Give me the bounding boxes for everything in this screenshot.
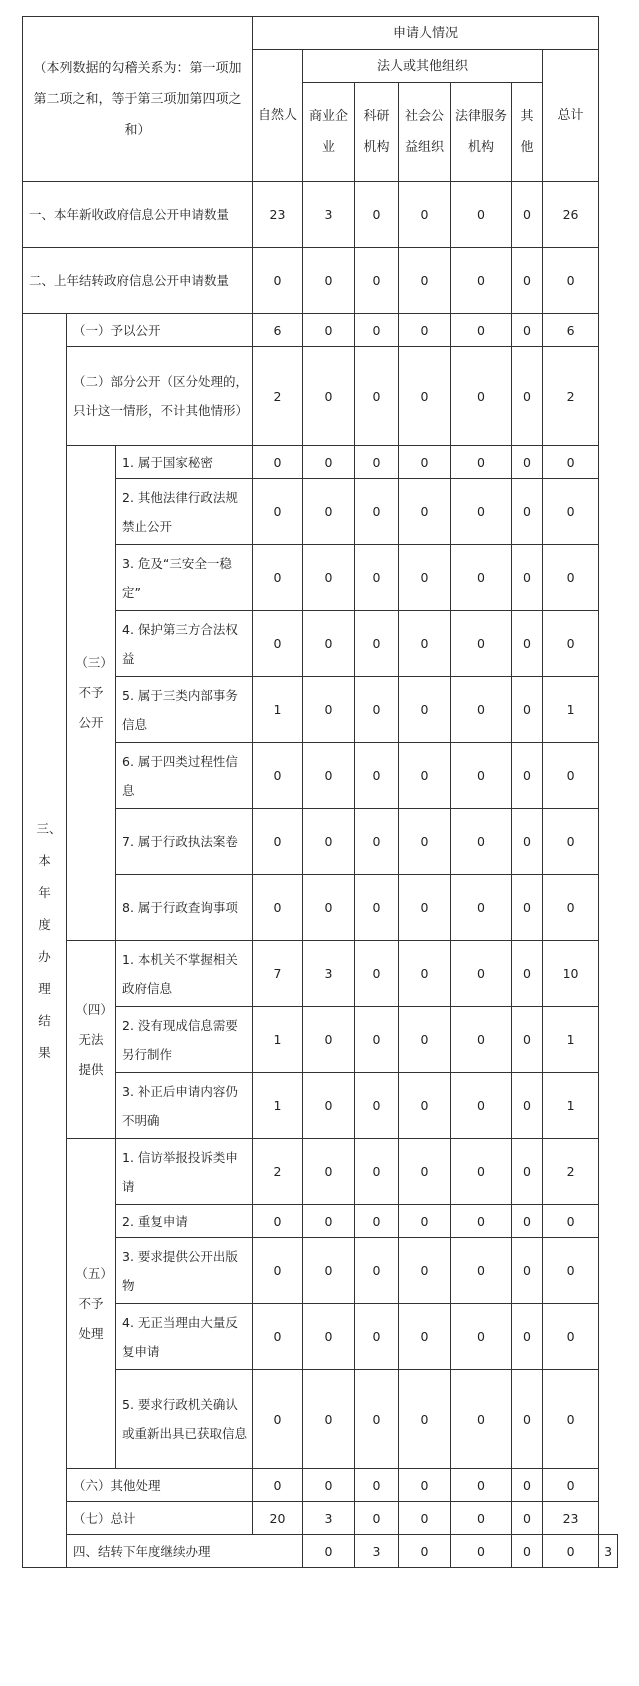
row-label: 1. 属于国家秘密	[116, 446, 253, 479]
value-cell: 0	[399, 347, 451, 446]
row-label: 6. 属于四类过程性信息	[116, 743, 253, 809]
value-cell: 0	[355, 941, 399, 1007]
row-label: 1. 本机关不掌握相关政府信息	[116, 941, 253, 1007]
value-cell: 0	[451, 1007, 512, 1073]
value-cell: 0	[451, 314, 512, 347]
value-cell: 0	[253, 743, 303, 809]
value-cell: 0	[399, 1073, 451, 1139]
value-cell: 0	[355, 677, 399, 743]
value-cell: 0	[303, 1535, 355, 1568]
header-row-1	[23, 17, 618, 50]
value-cell: 0	[355, 1139, 399, 1205]
value-cell: 0	[512, 1502, 543, 1535]
value-cell: 0	[399, 743, 451, 809]
research-header: 科研机构	[355, 83, 399, 182]
value-cell: 0	[355, 1469, 399, 1502]
table-row	[23, 182, 618, 248]
value-cell: 0	[451, 1535, 512, 1568]
legal-org-header: 法人或其他组织	[303, 50, 543, 83]
value-cell: 0	[399, 1502, 451, 1535]
value-cell: 0	[451, 1502, 512, 1535]
table-row	[23, 347, 618, 446]
value-cell: 0	[543, 1469, 599, 1502]
value-cell: 0	[355, 1238, 399, 1304]
value-cell: 0	[512, 941, 543, 1007]
value-cell: 0	[399, 1370, 451, 1469]
row-label: 5. 要求行政机关确认或重新出具已获取信息	[116, 1370, 253, 1469]
value-cell: 0	[303, 446, 355, 479]
value-cell: 3	[303, 1502, 355, 1535]
value-cell: 0	[253, 446, 303, 479]
value-cell: 0	[253, 611, 303, 677]
row-label: 7. 属于行政执法案卷	[116, 809, 253, 875]
value-cell: 0	[451, 941, 512, 1007]
value-cell: 0	[303, 1139, 355, 1205]
value-cell: 0	[355, 314, 399, 347]
value-cell: 0	[399, 446, 451, 479]
value-cell: 0	[303, 1370, 355, 1469]
value-cell: 0	[303, 347, 355, 446]
not-open-group-label: （三）不予公开	[67, 446, 116, 941]
value-cell: 0	[303, 743, 355, 809]
value-cell: 0	[451, 743, 512, 809]
value-cell: 10	[543, 941, 599, 1007]
value-cell: 23	[543, 1502, 599, 1535]
value-cell: 1	[543, 677, 599, 743]
value-cell: 6	[543, 314, 599, 347]
value-cell: 0	[451, 809, 512, 875]
value-cell: 0	[355, 479, 399, 545]
value-cell: 0	[543, 545, 599, 611]
value-cell: 0	[543, 1370, 599, 1469]
value-cell: 0	[543, 1238, 599, 1304]
table-row	[23, 446, 618, 479]
social-welfare-header: 社会公益组织	[399, 83, 451, 182]
value-cell: 0	[451, 1370, 512, 1469]
value-cell: 3	[303, 941, 355, 1007]
value-cell: 0	[399, 1304, 451, 1370]
value-cell: 0	[355, 1073, 399, 1139]
value-cell: 0	[512, 1007, 543, 1073]
value-cell: 0	[253, 1238, 303, 1304]
row-label: 二、上年结转政府信息公开申请数量	[23, 248, 253, 314]
value-cell: 26	[543, 182, 599, 248]
value-cell: 1	[543, 1073, 599, 1139]
value-cell: 0	[303, 545, 355, 611]
value-cell: 0	[303, 1304, 355, 1370]
value-cell: 2	[543, 1139, 599, 1205]
value-cell: 0	[399, 479, 451, 545]
value-cell: 0	[512, 1469, 543, 1502]
value-cell: 3	[599, 1535, 618, 1568]
row-label: 3. 补正后申请内容仍不明确	[116, 1073, 253, 1139]
value-cell: 0	[451, 545, 512, 611]
value-cell: 3	[303, 182, 355, 248]
value-cell: 0	[512, 314, 543, 347]
row-label: 四、结转下年度继续办理	[67, 1535, 303, 1568]
table-row	[23, 941, 618, 1007]
value-cell: 0	[512, 743, 543, 809]
value-cell: 0	[399, 809, 451, 875]
row-label: 1. 信访举报投诉类申请	[116, 1139, 253, 1205]
value-cell: 0	[451, 611, 512, 677]
value-cell: 0	[512, 1073, 543, 1139]
row-label: 5. 属于三类内部事务信息	[116, 677, 253, 743]
value-cell: 0	[303, 248, 355, 314]
value-cell: 0	[512, 182, 543, 248]
value-cell: 0	[399, 1469, 451, 1502]
value-cell: 0	[399, 677, 451, 743]
value-cell: 0	[451, 1469, 512, 1502]
applicant-info-header: 申请人情况	[253, 17, 599, 50]
row-label: 3. 危及“三安全一稳定”	[116, 545, 253, 611]
value-cell: 0	[399, 182, 451, 248]
row-label: （七）总计	[67, 1502, 253, 1535]
value-cell: 0	[253, 479, 303, 545]
value-cell: 0	[543, 611, 599, 677]
note-cell: （本列数据的勾稽关系为：第一项加第二项之和，等于第三项加第四项之和）	[23, 17, 253, 182]
value-cell: 0	[451, 875, 512, 941]
value-cell: 0	[303, 1073, 355, 1139]
value-cell: 0	[451, 1238, 512, 1304]
value-cell: 0	[512, 446, 543, 479]
value-cell: 0	[303, 875, 355, 941]
table-row	[23, 1469, 618, 1502]
unable-group-label: （四）无法提供	[67, 941, 116, 1139]
value-cell: 0	[451, 677, 512, 743]
value-cell: 0	[355, 248, 399, 314]
value-cell: 2	[253, 347, 303, 446]
value-cell: 7	[253, 941, 303, 1007]
row-label: 4. 无正当理由大量反复申请	[116, 1304, 253, 1370]
value-cell: 0	[399, 875, 451, 941]
value-cell: 0	[512, 1304, 543, 1370]
results-section-label: 三、本年度办理结果	[23, 314, 67, 1568]
not-processed-group-label: （五）不予处理	[67, 1139, 116, 1469]
value-cell: 0	[543, 875, 599, 941]
value-cell: 0	[253, 1469, 303, 1502]
value-cell: 0	[355, 545, 399, 611]
value-cell: 0	[512, 611, 543, 677]
value-cell: 0	[451, 248, 512, 314]
value-cell: 0	[253, 545, 303, 611]
value-cell: 0	[451, 446, 512, 479]
value-cell: 0	[399, 248, 451, 314]
value-cell: 0	[399, 1007, 451, 1073]
table-row	[23, 1535, 618, 1568]
value-cell: 0	[512, 248, 543, 314]
value-cell: 0	[355, 809, 399, 875]
value-cell: 0	[512, 809, 543, 875]
value-cell: 0	[543, 743, 599, 809]
value-cell: 0	[355, 1007, 399, 1073]
total-header: 总计	[543, 50, 599, 182]
table-row	[23, 1502, 618, 1535]
value-cell: 0	[451, 1205, 512, 1238]
value-cell: 1	[543, 1007, 599, 1073]
value-cell: 0	[355, 446, 399, 479]
table-row	[23, 1139, 618, 1205]
legal-service-header: 法律服务机构	[451, 83, 512, 182]
value-cell: 0	[253, 248, 303, 314]
value-cell: 0	[303, 1007, 355, 1073]
value-cell: 0	[512, 875, 543, 941]
value-cell: 0	[451, 1139, 512, 1205]
value-cell: 1	[253, 1007, 303, 1073]
row-label: 2. 重复申请	[116, 1205, 253, 1238]
value-cell: 0	[543, 446, 599, 479]
value-cell: 3	[355, 1535, 399, 1568]
value-cell: 0	[355, 347, 399, 446]
value-cell: 0	[303, 314, 355, 347]
value-cell: 0	[543, 1205, 599, 1238]
row-label: 2. 没有现成信息需要另行制作	[116, 1007, 253, 1073]
row-label: 3. 要求提供公开出版物	[116, 1238, 253, 1304]
value-cell: 0	[399, 611, 451, 677]
value-cell: 0	[451, 1304, 512, 1370]
value-cell: 0	[253, 809, 303, 875]
row-label: 一、本年新收政府信息公开申请数量	[23, 182, 253, 248]
value-cell: 23	[253, 182, 303, 248]
value-cell: 2	[253, 1139, 303, 1205]
value-cell: 0	[512, 1535, 543, 1568]
value-cell: 0	[512, 545, 543, 611]
value-cell: 0	[355, 1304, 399, 1370]
row-label: 4. 保护第三方合法权益	[116, 611, 253, 677]
value-cell: 0	[512, 479, 543, 545]
value-cell: 0	[355, 1502, 399, 1535]
row-label: 2. 其他法律行政法规禁止公开	[116, 479, 253, 545]
value-cell: 0	[303, 479, 355, 545]
value-cell: 0	[253, 1205, 303, 1238]
value-cell: 0	[355, 182, 399, 248]
value-cell: 0	[253, 1304, 303, 1370]
value-cell: 20	[253, 1502, 303, 1535]
value-cell: 0	[543, 248, 599, 314]
value-cell: 0	[543, 809, 599, 875]
value-cell: 6	[253, 314, 303, 347]
value-cell: 0	[512, 1238, 543, 1304]
value-cell: 0	[355, 875, 399, 941]
value-cell: 0	[543, 1535, 599, 1568]
value-cell: 0	[303, 809, 355, 875]
table-row	[23, 248, 618, 314]
value-cell: 0	[543, 479, 599, 545]
value-cell: 0	[512, 347, 543, 446]
value-cell: 0	[253, 875, 303, 941]
value-cell: 0	[451, 1073, 512, 1139]
value-cell: 0	[399, 314, 451, 347]
value-cell: 0	[253, 1370, 303, 1469]
value-cell: 0	[512, 1370, 543, 1469]
value-cell: 0	[512, 1139, 543, 1205]
disclosure-statistics-table	[22, 16, 618, 1568]
value-cell: 0	[512, 1205, 543, 1238]
table-row	[23, 314, 618, 347]
value-cell: 0	[303, 611, 355, 677]
value-cell: 0	[543, 1304, 599, 1370]
value-cell: 0	[355, 1205, 399, 1238]
row-label: （一）予以公开	[67, 314, 253, 347]
value-cell: 0	[399, 941, 451, 1007]
value-cell: 0	[451, 182, 512, 248]
natural-person-header: 自然人	[253, 50, 303, 182]
value-cell: 0	[355, 611, 399, 677]
value-cell: 1	[253, 1073, 303, 1139]
value-cell: 0	[451, 479, 512, 545]
value-cell: 0	[303, 677, 355, 743]
value-cell: 2	[543, 347, 599, 446]
value-cell: 0	[303, 1469, 355, 1502]
value-cell: 0	[512, 677, 543, 743]
value-cell: 0	[451, 347, 512, 446]
value-cell: 0	[355, 743, 399, 809]
value-cell: 0	[399, 1139, 451, 1205]
value-cell: 0	[399, 1238, 451, 1304]
row-label: （二）部分公开（区分处理的，只计这一情形，不计其他情形）	[67, 347, 253, 446]
value-cell: 0	[303, 1238, 355, 1304]
business-header: 商业企业	[303, 83, 355, 182]
value-cell: 1	[253, 677, 303, 743]
value-cell: 0	[355, 1370, 399, 1469]
value-cell: 0	[399, 545, 451, 611]
other-header: 其他	[512, 83, 543, 182]
value-cell: 0	[399, 1535, 451, 1568]
value-cell: 0	[399, 1205, 451, 1238]
value-cell: 0	[303, 1205, 355, 1238]
row-label: 8. 属于行政查询事项	[116, 875, 253, 941]
row-label: （六）其他处理	[67, 1469, 253, 1502]
